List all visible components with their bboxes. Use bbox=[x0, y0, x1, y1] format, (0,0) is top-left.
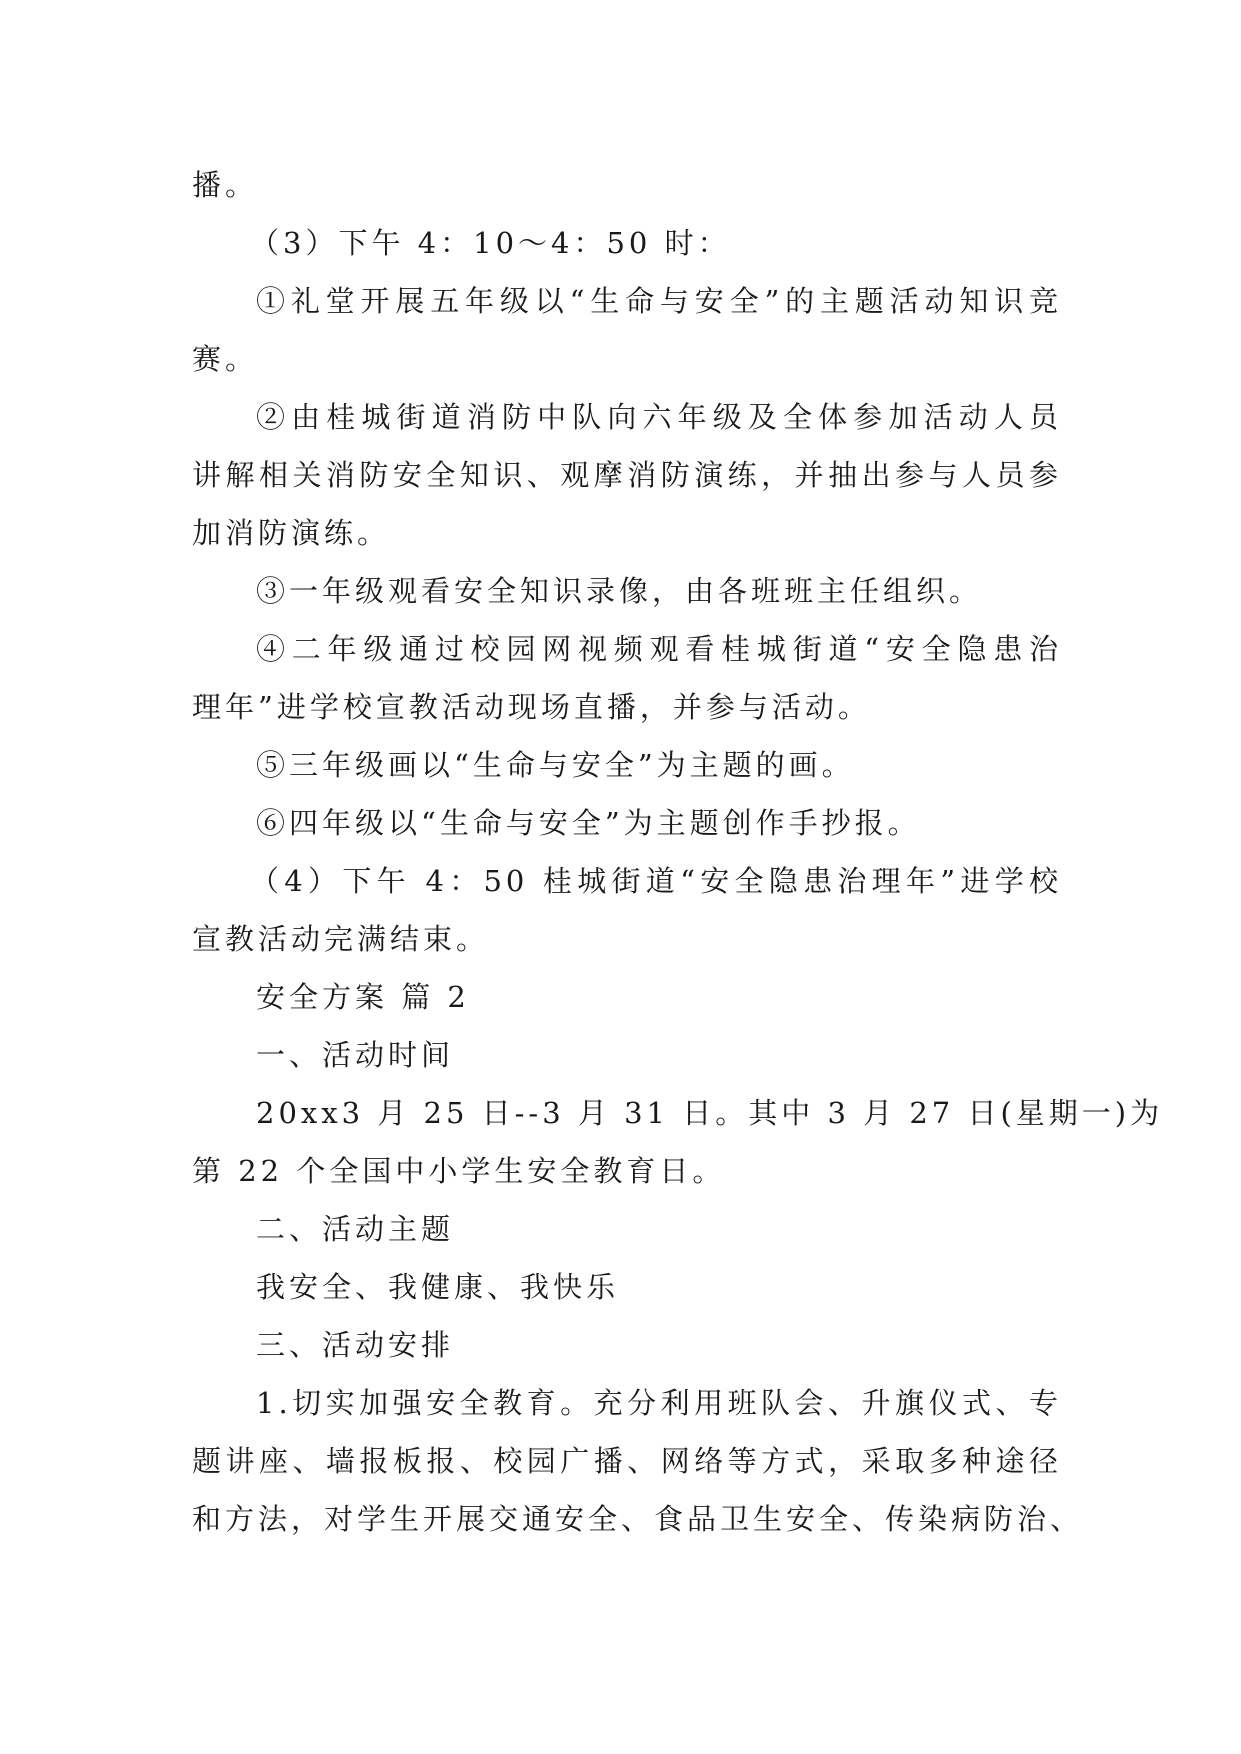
text-line: 二、活动主题 bbox=[256, 1212, 455, 1246]
text-line: 理年”进学校宣教活动现场直播，并参与活动。 bbox=[192, 690, 871, 724]
text-line: 加消防演练。 bbox=[192, 516, 391, 550]
text-line: 赛。 bbox=[192, 342, 259, 376]
text-line: 题讲座、墙报板报、校园广播、网络等方式，采取多种途径 bbox=[192, 1444, 1062, 1478]
text-line: 和方法，对学生开展交通安全、食品卫生安全、传染病防治、 bbox=[192, 1502, 1084, 1536]
text-line: ③一年级观看安全知识录像，由各班班主任组织。 bbox=[256, 574, 983, 608]
text-line: 播。 bbox=[192, 168, 259, 202]
section-heading: 安全方案 篇 2 bbox=[256, 980, 470, 1014]
text-line: 宣教活动完满结束。 bbox=[192, 922, 490, 956]
text-line: ②由桂城街道消防中队向六年级及全体参加活动人员 bbox=[256, 400, 1062, 434]
text-line: 1.切实加强安全教育。充分利用班队会、升旗仪式、专 bbox=[256, 1386, 1062, 1420]
text-line: 第 22 个全国中小学生安全教育日。 bbox=[192, 1154, 726, 1188]
text-line: ⑤三年级画以“生命与安全”为主题的画。 bbox=[256, 748, 855, 782]
text-line: 我安全、我健康、我快乐 bbox=[256, 1270, 620, 1304]
text-line: （4）下午 4：50 桂城街道“安全隐患治理年”进学校 bbox=[250, 864, 1062, 898]
text-line: 三、活动安排 bbox=[256, 1328, 455, 1362]
text-line: ④二年级通过校园网视频观看桂城街道“安全隐患治 bbox=[256, 632, 1062, 666]
text-line: 讲解相关消防安全知识、观摩消防演练，并抽出参与人员参 bbox=[192, 458, 1062, 492]
text-line: 一、活动时间 bbox=[256, 1038, 455, 1072]
text-line: ⑥四年级以“生命与安全”为主题创作手抄报。 bbox=[256, 806, 921, 840]
text-line: ①礼堂开展五年级以“生命与安全”的主题活动知识竞 bbox=[256, 284, 1062, 318]
text-line: （3）下午 4：10～4：50 时： bbox=[250, 226, 731, 260]
text-line: 20xx3 月 25 日--3 月 31 日。其中 3 月 27 日(星期一)为 bbox=[256, 1096, 1164, 1130]
